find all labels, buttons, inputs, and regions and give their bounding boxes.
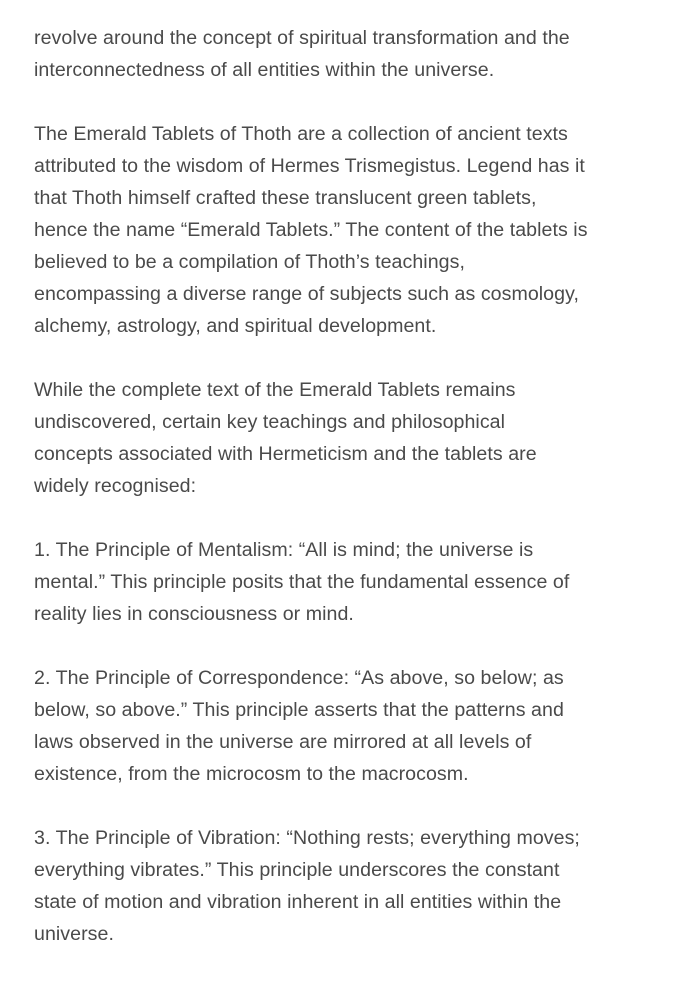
principle-correspondence: 2. The Principle of Correspondence: “As above, so below; as below, so above.” This principle asserts that the patterns and laws observed in the universe are mirrored at all levels of existence, from the microcosm to the macrocosm. bbox=[34, 667, 564, 785]
principle-mentalism: 1. The Principle of Mentalism: “All is mind; the universe is mental.” This principle posits that the fundamental essence of reality lies in consciousness or mind. bbox=[34, 539, 570, 625]
paragraph-intro-continuation: revolve around the concept of spiritual transformation and the interconnectedness of all entities within the universe. bbox=[34, 27, 570, 81]
article-body bbox=[34, 22, 674, 982]
principle-vibration: 3. The Principle of Vibration: “Nothing rests; everything moves; everything vibrates.” This principle underscores the constant state of motion and vibration inherent in all entities within the universe. bbox=[34, 827, 580, 945]
paragraph-key-teachings: While the complete text of the Emerald Tablets remains undiscovered, certain key teachings and philosophical concepts associated with Hermeticism and the tablets are widely recognised: bbox=[34, 379, 537, 497]
paragraph-emerald-tablets: The Emerald Tablets of Thoth are a collection of ancient texts attributed to the wisdom of Hermes Trismegistus. Legend has it that Thoth himself crafted these translucent green tablets, hence the name “Emerald Tablets.” The content of the tablets is believed to be a compilation of Thoth’s teachings, encompassing a diverse range of subjects such as cosmology, alchemy, astrology, and spiritual development. bbox=[34, 123, 588, 337]
